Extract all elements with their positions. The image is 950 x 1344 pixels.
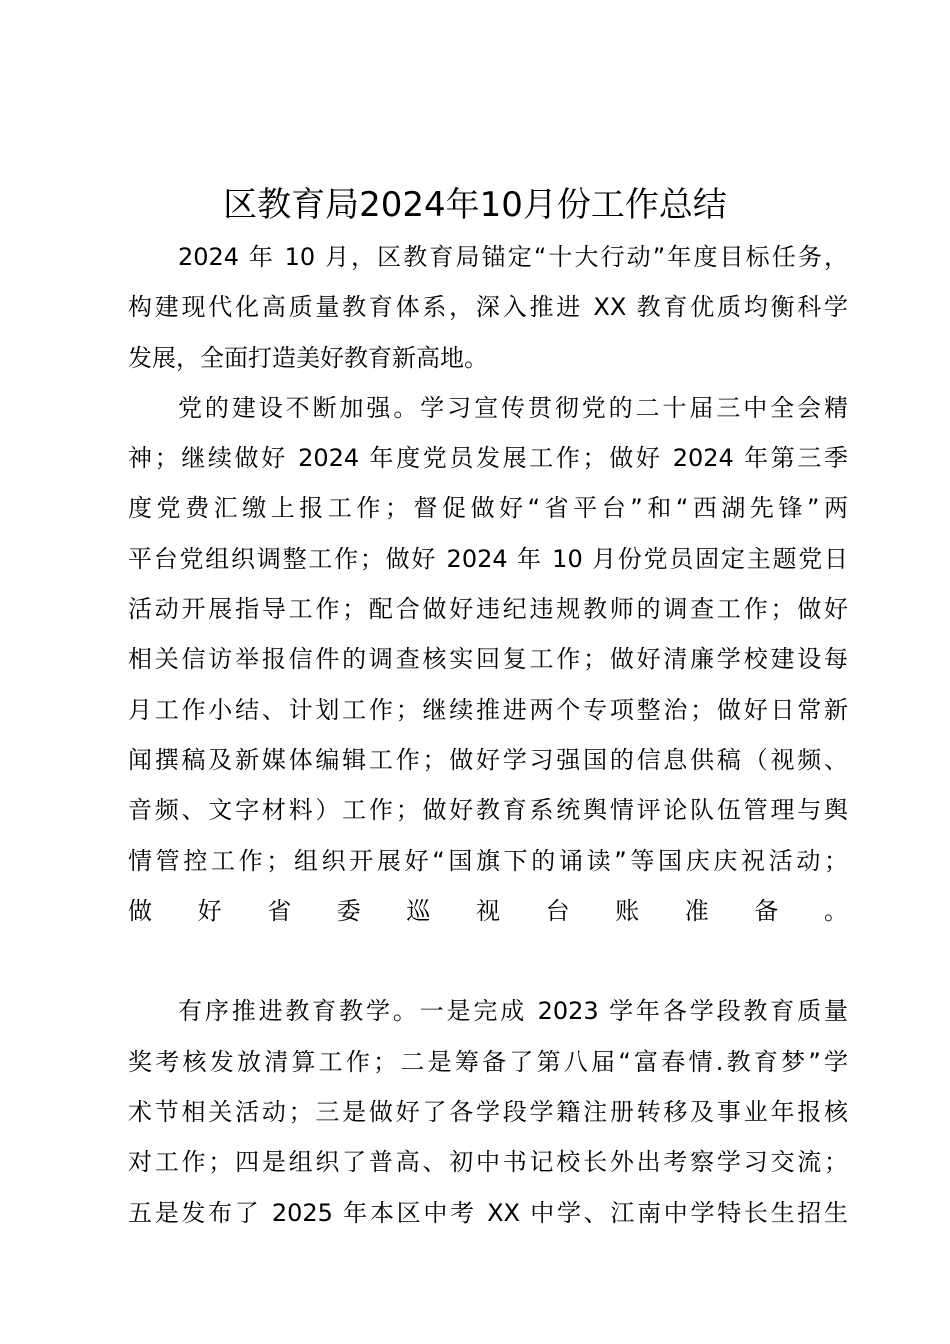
text-line: 月工作小结、计划工作；继续推进两个专项整治；做好日常新 [128, 695, 848, 724]
text-line: 2024 年 10 月，区教育局锚定“十大行动”年度目标任务， [178, 243, 848, 271]
text-line: 五是发布了 2025 年本区中考 XX 中学、江南中学特长生招生 [128, 1198, 848, 1227]
text-line: 情管控工作；组织开展好“国旗下的诵读”等国庆庆祝活动； [128, 846, 848, 875]
text-line: 做好省委巡视台账准备。 [128, 896, 848, 925]
text-line: 活动开展指导工作；配合做好违纪违规教师的调查工作；做好 [128, 595, 848, 624]
text-line [128, 936, 848, 986]
text-line: 音频、文字材料）工作；做好教育系统舆情评论队伍管理与舆 [128, 796, 848, 825]
text-line: 奖考核发放清算工作；二是筹备了第八届“富春情.教育梦”学 [128, 1047, 848, 1076]
paragraph-intro [128, 232, 848, 383]
paragraph-education-teaching [128, 986, 848, 1237]
text-line: 术节相关活动；三是做好了各学段学籍注册转移及事业年报核 [128, 1098, 848, 1127]
paragraph-party-building [128, 383, 848, 987]
text-line: 平台党组织调整工作；做好 2024 年 10 月份党员固定主题党日 [128, 544, 848, 573]
text-line: 度党费汇缴上报工作；督促做好“省平台”和“西湖先锋”两 [128, 494, 848, 523]
document-body [128, 232, 848, 1238]
text-line: 闻撰稿及新媒体编辑工作；做好学习强国的信息供稿（视频、 [128, 745, 848, 774]
text-line: 有序推进教育教学。一是完成 2023 学年各学段教育质量 [178, 997, 848, 1026]
text-line: 对工作；四是组织了普高、初中书记校长外出考察学习交流； [128, 1148, 848, 1177]
text-line: 发展，全面打造美好教育新高地。 [128, 343, 488, 372]
text-line: 党的建设不断加强。学习宣传贯彻党的二十届三中全会精 [178, 393, 848, 422]
text-line: 相关信访举报信件的调查核实回复工作；做好清廉学校建设每 [128, 645, 848, 674]
text-line: 神；继续做好 2024 年度党员发展工作；做好 2024 年第三季 [128, 444, 848, 473]
document-title: 区教育局2024年10月份工作总结 [223, 185, 727, 225]
text-line: 构建现代化高质量教育体系，深入推进 XX 教育优质均衡科学 [128, 293, 848, 322]
